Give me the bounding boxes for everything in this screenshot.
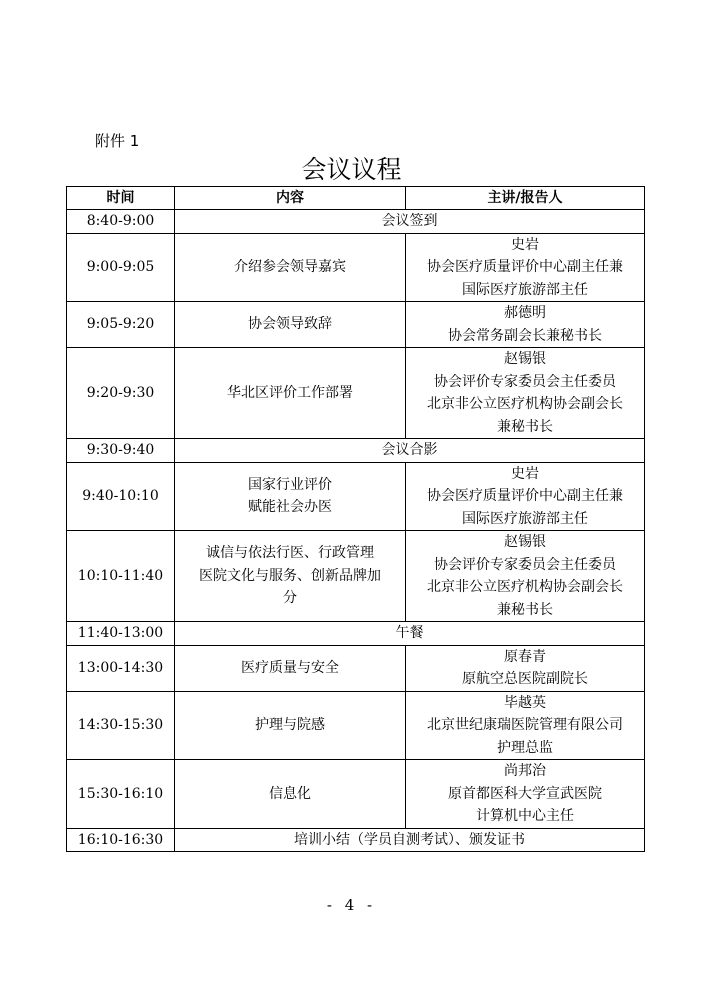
speaker-title-line: 护理总监 xyxy=(497,739,553,756)
speaker-title-line: 原首都医科大学宣武医院 xyxy=(448,785,602,802)
attachment-label: 附件 1 xyxy=(95,132,140,150)
row-time: 16:10-16:30 xyxy=(67,828,175,852)
content-line: 介绍参会领导嘉宾 xyxy=(234,259,346,275)
content-line: 协会领导致辞 xyxy=(248,316,332,333)
row-content xyxy=(175,645,406,691)
row-activity: 会议签到 xyxy=(175,210,645,234)
speaker-name: 赵锡银 xyxy=(504,351,546,367)
speaker-title-line: 原航空总医院副院长 xyxy=(462,671,588,687)
table-row xyxy=(67,233,645,302)
speaker-title-line: 北京世纪康瑞医院管理有限公司 xyxy=(427,717,623,733)
row-time: 10:10-11:40 xyxy=(67,531,175,622)
content-line: 护理与院感 xyxy=(255,717,325,733)
speaker-title-line: 协会评价专家委员会主任委员 xyxy=(434,556,616,573)
table-row xyxy=(67,302,645,348)
row-speaker xyxy=(406,760,645,829)
row-time: 9:20-9:30 xyxy=(67,348,175,439)
row-speaker xyxy=(406,233,645,302)
speaker-title-line: 协会医疗质量评价中心副主任兼 xyxy=(427,259,623,275)
row-time: 9:00-9:05 xyxy=(67,233,175,302)
speaker-title-line: 兼秘书长 xyxy=(497,601,553,618)
speaker-name: 史岩 xyxy=(511,236,539,253)
header-speaker: 主讲/报告人 xyxy=(406,187,645,210)
content-line: 国家行业评价 xyxy=(248,476,332,493)
row-speaker xyxy=(406,348,645,439)
content-line: 医院文化与服务、创新品牌加 xyxy=(199,567,381,584)
speaker-title-line: 北京非公立医疗机构协会副会长 xyxy=(427,579,623,595)
speaker-title-line: 兼秘书长 xyxy=(497,418,553,435)
speaker-name: 赵锡银 xyxy=(504,534,546,550)
table-row xyxy=(67,622,645,646)
row-content xyxy=(175,760,406,829)
speaker-title-line: 协会评价专家委员会主任委员 xyxy=(434,373,616,390)
speaker-title-line: 北京非公立医疗机构协会副会长 xyxy=(427,396,623,412)
table-row xyxy=(67,828,645,852)
row-activity: 会议合影 xyxy=(175,439,645,463)
row-content xyxy=(175,531,406,622)
row-time: 8:40-9:00 xyxy=(67,210,175,234)
content-line: 信息化 xyxy=(269,785,311,802)
row-speaker xyxy=(406,462,645,531)
agenda-table xyxy=(66,186,645,852)
row-speaker xyxy=(406,531,645,622)
speaker-name: 郝德明 xyxy=(504,305,546,321)
row-activity: 午餐 xyxy=(175,622,645,646)
table-row xyxy=(67,462,645,531)
content-line: 分 xyxy=(283,590,297,607)
content-line: 赋能社会办医 xyxy=(248,499,332,516)
row-speaker xyxy=(406,691,645,760)
row-time: 9:30-9:40 xyxy=(67,439,175,463)
speaker-title-line: 协会常务副会长兼秘书长 xyxy=(448,327,602,344)
content-line: 华北区评价工作部署 xyxy=(227,384,353,401)
row-time: 14:30-15:30 xyxy=(67,691,175,760)
speaker-title-line: 国际医疗旅游部主任 xyxy=(462,510,588,527)
speaker-title-line: 协会医疗质量评价中心副主任兼 xyxy=(427,488,623,504)
page-number: - 4 - xyxy=(326,896,377,914)
document-title: 会议议程 xyxy=(301,155,402,184)
row-time: 15:30-16:10 xyxy=(67,760,175,829)
agenda-body xyxy=(67,210,645,852)
speaker-name: 尚邦治 xyxy=(504,763,546,779)
row-content xyxy=(175,233,406,302)
speaker-name: 史岩 xyxy=(511,465,539,482)
speaker-name: 原春青 xyxy=(504,648,546,665)
row-time: 9:05-9:20 xyxy=(67,302,175,348)
content-line: 诚信与依法行医、行政管理 xyxy=(206,545,374,562)
row-content xyxy=(175,302,406,348)
table-row xyxy=(67,760,645,829)
row-time: 13:00-14:30 xyxy=(67,645,175,691)
row-content xyxy=(175,691,406,760)
table-header-row xyxy=(67,187,645,210)
table-row xyxy=(67,691,645,760)
table-row xyxy=(67,645,645,691)
speaker-name: 毕越英 xyxy=(504,694,546,711)
row-time: 11:40-13:00 xyxy=(67,622,175,646)
header-time: 时间 xyxy=(67,187,175,210)
row-speaker xyxy=(406,645,645,691)
row-speaker xyxy=(406,302,645,348)
row-content xyxy=(175,462,406,531)
table-row xyxy=(67,348,645,439)
speaker-title-line: 国际医疗旅游部主任 xyxy=(462,281,588,298)
speaker-title-line: 计算机中心主任 xyxy=(476,808,574,824)
table-row xyxy=(67,439,645,463)
header-content: 内容 xyxy=(175,187,406,210)
row-content xyxy=(175,348,406,439)
table-row xyxy=(67,210,645,234)
table-row xyxy=(67,531,645,622)
row-activity: 培训小结（学员自测考试）、颁发证书 xyxy=(175,828,645,852)
row-time: 9:40-10:10 xyxy=(67,462,175,531)
content-line: 医疗质量与安全 xyxy=(241,659,339,676)
